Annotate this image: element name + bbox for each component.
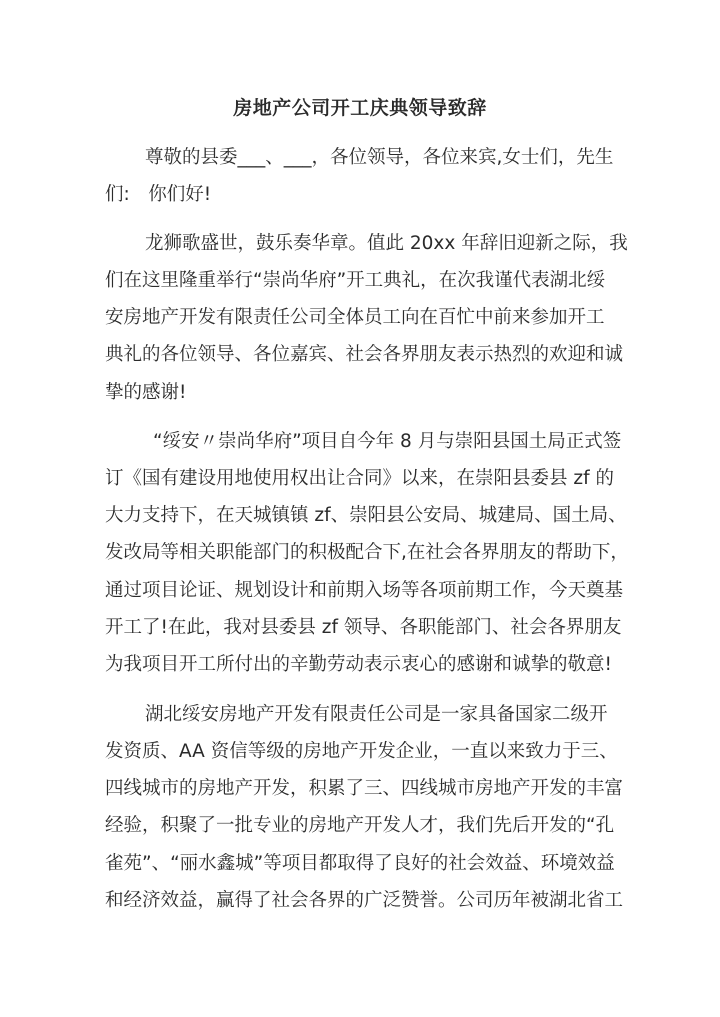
text-line: 尊敬的县委___、___，各位领导，各位来宾,女士们，先生 [145, 147, 614, 168]
text-line: 挚的感谢! [105, 382, 187, 403]
text-line: 雀苑”、“丽水鑫城”等项目都取得了良好的社会效益、环境效益 [105, 853, 615, 874]
text-line: 和经济效益，赢得了社会各界的广泛赞誉。公司历年被湖北省工 [105, 890, 624, 911]
text-line: 发资质、AA 资信等级的房地产开发企业，一直以来致力于三、 [105, 741, 618, 762]
text-line: “绥安〃崇尚华府”项目自今年 8 月与崇阳县国土局正式签 [153, 431, 622, 452]
document-title: 房地产公司开工庆典领导致辞 [233, 97, 487, 119]
text-line: 典礼的各位领导、各位嘉宾、社会各界朋友表示热烈的欢迎和诚 [105, 344, 624, 365]
text-line: 通过项目论证、规划设计和前期入场等各项前期工作，今天奠基 [105, 580, 624, 601]
text-line: 发改局等相关职能部门的积极配合下,在社会各界朋友的帮助下， [105, 542, 629, 563]
text-line: 开工了!在此，我对县委县 zf 领导、各职能部门、社会各界朋友 [105, 617, 622, 638]
text-line: 四线城市的房地产开发，积累了三、四线城市房地产开发的丰富 [105, 778, 624, 799]
text-line: 为我项目开工所付出的辛勤劳动表示衷心的感谢和诚挚的敬意! [105, 654, 612, 675]
text-line: 经验，积聚了一批专业的房地产开发人才，我们先后开发的“孔 [105, 815, 615, 836]
text-line: 湖北绥安房地产开发有限责任公司是一家具备国家二级开 [145, 704, 608, 725]
text-line: 安房地产开发有限责任公司全体员工向在百忙中前来参加开工 [105, 307, 605, 328]
text-line: 龙狮歌盛世，鼓乐奏华章。值此 20xx 年辞旧迎新之际，我 [145, 233, 628, 254]
text-line: 订《国有建设用地使用权出让合同》以来，在崇阳县委县 zf 的 [105, 468, 614, 489]
text-line: 们在这里隆重举行“崇尚华府”开工典礼，在次我谨代表湖北绥 [105, 270, 606, 291]
text-line: 们: 你们好! [105, 184, 212, 205]
text-line: 大力支持下，在天城镇镇 zf、崇阳县公安局、城建局、国土局、 [105, 505, 627, 526]
